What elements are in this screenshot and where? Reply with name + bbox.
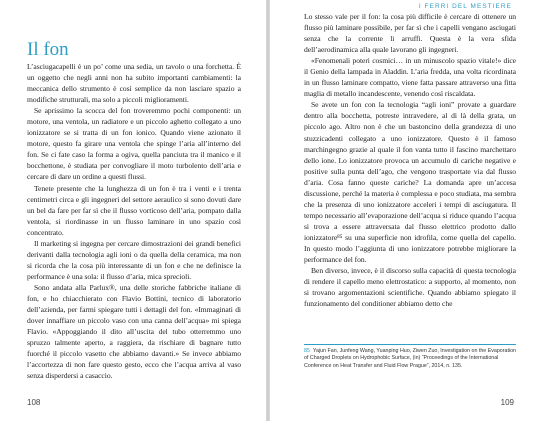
paragraph: Tenete presente che la lunghezza di un fon è tra i venti e i trenta centimetri circa e gli ingegneri del settore aeraulico si sono dovuti dare un bel da fare per far sì che il flusso vorticoso dell’aria, pompato dalla ventola, si riordinasse in un flusso laminare in uno spazio così concentrato. xyxy=(27,183,241,237)
footnote-number: 85 xyxy=(304,348,310,354)
paragraph: L’asciugacapelli è un po’ come una sedia, un tavolo o una forchetta. È un oggetto che negli anni non ha subito importanti cambiamenti: la meccanica dello strumento è così semplice da non lasciare spazio a modifiche strutturali, ma solo a piccoli miglioramenti. xyxy=(27,62,241,105)
right-page xyxy=(270,0,536,421)
chapter-title: Il fon xyxy=(27,39,69,60)
page-number: 109 xyxy=(500,398,514,407)
paragraph: Se aprissimo la scocca del fon troveremmo pochi componenti: un motore, una ventola, un radiatore e un piccolo aghetto collegato a uno ionizzatore se si tratta di un fon ionico. Quando viene azionato il motore, questo fa girare una ventola che spinge l’aria all’interno del fon. Se ci fate caso la forma a ogiva, quella panciuta tra il manico e il bocchettone, è studiata per convogliare il moto turbolento dell’aria e cercare di dare un ordine a questi flussi. xyxy=(27,106,241,182)
footnote-text: Yajun Fan, Junfeng Wang, Yuanping Huo, Ziwen Zuo, Investigation on the Evaporation of Charged Droplets on Hydrophobic Surface, (in) “Proceedings of the International Conference on Heat Transfer and Fluid Flow Prague”, 2014, n. 135. xyxy=(304,348,516,369)
left-page xyxy=(0,0,266,421)
footnote xyxy=(304,348,516,370)
paragraph: «Fenomenali poteri cosmici… in un minuscolo spazio vitale!» dice il Genio della lampada in Aladdin. L’aria fredda, una volta ricordinata in un flusso laminare compatto, viene fatta passare attraverso una fitta maglia di metallo incandescente, venendo così riscaldata. xyxy=(304,56,516,99)
page-number: 108 xyxy=(27,398,41,407)
paragraph: Il marketing si ingegna per cercare dimostrazioni dei grandi benefici derivanti dalla tecnologia agli ioni o da quella della ceramica, ma non si ricorda che la cosa più interessante di un fon e che ne definisce la performance è una sola: il flusso d’aria, mica sprecioli. xyxy=(27,238,241,281)
left-text-column xyxy=(27,61,241,381)
footnote-divider xyxy=(304,344,516,345)
running-head: I FERRI DEL MESTIERE xyxy=(418,3,512,10)
paragraph: Se avete un fon con la tecnologia “agli ioni” provate a guardare dentro alla bocchetta, potreste intravedere, al di là della grata, un piccolo ago. Altro non è che un bastoncino della grandezza di uno stuzzicadenti collegato a uno ionizzatore. Questo è il famoso marchingegno grazie al quale il fon vanta tutto il fascino marchettaro dello ione. Lo ionizzatore provoca un accumulo di cariche negative e positive sulla punta dell’ago, che vengono trasportate via dal flusso d’aria. Cosa fanno queste cariche? La domanda apre un’accesa discussione, perché la materia è complessa e poco studiata, ma sembra che la presenza di uno ionizzatore acceleri i tempi di asciugatura. Il tempo necessario all’evaporazione dell’acqua si riduce quando l’acqua si trova a essere attraversata dal flusso elettrico prodotto dallo ionizzatore⁸⁵ su una superficie non idrofila, come quella del capello. In questo modo l’aggiunta di uno ionizzatore potrebbe migliorare la performance del fon. xyxy=(304,100,516,265)
paragraph: Sono andata alla Parlux®, una delle storiche fabbriche italiane di fon, e ho chiacchierato con Flavio Bottini, tecnico di laboratorio dell’azienda, per farmi spiegare tutti i dettagli del fon. «Immaginati di dover innaffiare un piccolo vaso con una canna dell’acqua» mi spiega Flavio. «Appoggiando il dito all’uscita del tubo otterremmo uno spruzzo talmente aperto, a raggiera, da rischiare di bagnare tutto fuorché il piccolo vasetto che abbiamo davanti.» Se invece abbiamo l’accortezza di non fare questo gesto, ecco che l’acqua arriva al vaso senza disperdersi a casaccio. xyxy=(27,282,241,381)
paragraph: Ben diverso, invece, è il discorso sulla capacità di questa tecnologia di rendere il capello meno elettrostatico: a supporto, al momento, non si trovano argomentazioni scientifiche. Quando abbiamo spiegato il funzionamento del conditioner abbiamo detto che xyxy=(304,266,516,309)
right-text-column xyxy=(304,11,516,309)
paragraph: Lo stesso vale per il fon: la cosa più difficile è cercare di ottenere un flusso più laminare possibile, per far sì che i capelli vengano asciugati senza che la corrente li arruffi. Questa è la vera sfida dell’aerodinamica alla quale lavorano gli ingegneri. xyxy=(304,12,516,55)
